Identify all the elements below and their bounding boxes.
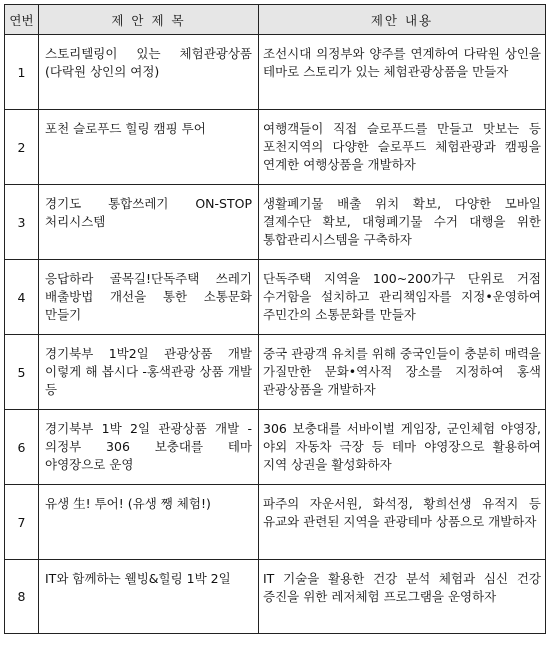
table-row: [5, 335, 546, 410]
row-content-cell: [259, 485, 546, 560]
row-content-cell: [259, 110, 546, 185]
row-title-cell: [39, 485, 259, 560]
row-title: 응답하라 골목길!단독주택 쓰레기 배출방법 개선을 통한 소통문화 만들기: [45, 271, 252, 322]
table-row: [5, 485, 546, 560]
row-number: 5: [5, 335, 39, 410]
row-content: 파주의 자운서원, 화석정, 황희선생 유적지 등 유교와 관련된 지역을 관광테마 상품으로 개발하자: [263, 496, 541, 529]
row-number: 6: [5, 410, 39, 485]
row-content: 조선시대 의정부와 양주를 연계하여 다락원 상인을 테마로 스토리가 있는 체험관광상품을 만들자: [263, 46, 541, 79]
row-title: 유생 生! 투어! (유생 쨍 체험!): [45, 496, 211, 511]
table-row: [5, 260, 546, 335]
row-title: 포천 슬로푸드 힐링 캠핑 투어: [45, 121, 206, 136]
row-number: 3: [5, 185, 39, 260]
proposal-table-wrapper: [4, 4, 546, 634]
row-title: 스토리텔링이 있는 체험관광상품(다락원 상인의 여정): [45, 46, 252, 79]
header-content: 제안 내용: [259, 5, 546, 35]
table-row: [5, 35, 546, 110]
row-content-cell: [259, 335, 546, 410]
row-content-cell: [259, 410, 546, 485]
table-row: [5, 410, 546, 485]
table-row: [5, 110, 546, 185]
row-content: 생활폐기물 배출 위치 확보, 다양한 모바일 결제수단 확보, 대형폐기물 수거 대행을 위한 통합관리시스템을 구축하자: [263, 196, 541, 247]
row-number: 7: [5, 485, 39, 560]
row-content-cell: [259, 35, 546, 110]
row-content: 306 보충대를 서바이벌 게임장, 군인체험 야영장, 야외 자동차 극장 등 테마 야영장으로 활용하여 지역 상권을 활성화하자: [263, 421, 541, 472]
row-content-cell: [259, 185, 546, 260]
row-title: 경기북부 1박2일 관광상품 개발 이렇게 해 봅시다 -홍색관광 상품 개발 등: [45, 346, 252, 397]
row-number: 1: [5, 35, 39, 110]
row-content: 중국 관광객 유치를 위해 중국인들이 충분히 매력을 가질만한 문화•역사적 장소를 지정하여 홍색 관광상품을 개발하자: [263, 346, 541, 397]
row-content: IT 기술을 활용한 건강 분석 체험과 심신 건강 증진을 위한 레저체험 프로그램을 운영하자: [263, 571, 541, 604]
header-row: [5, 5, 546, 35]
row-content: 단독주택 지역을 100~200가구 단위로 거점 수거함을 설치하고 관리책임자를 지정•운영하여 주민간의 소통문화를 만들자: [263, 271, 541, 322]
row-title-cell: [39, 560, 259, 634]
header-number: 연번: [5, 5, 39, 35]
row-title-cell: [39, 410, 259, 485]
row-content: 여행객들이 직접 슬로푸드를 만들고 맛보는 등 포천지역의 다양한 슬로푸드 체험관광과 캠핑을 연계한 여행상품을 개발하자: [263, 121, 541, 172]
row-title: 경기도 통합쓰레기 ON-STOP 처리시스템: [45, 196, 252, 229]
row-title: IT와 함께하는 웰빙&힐링 1박 2일: [45, 571, 231, 586]
proposal-table: [4, 4, 546, 634]
table-row: [5, 185, 546, 260]
row-content-cell: [259, 260, 546, 335]
row-title: 경기북부 1박 2일 관광상품 개발 -의정부 306 보충대를 테마 야영장으로 운영: [45, 421, 252, 472]
row-title-cell: [39, 260, 259, 335]
row-title-cell: [39, 185, 259, 260]
row-number: 2: [5, 110, 39, 185]
table-row: [5, 560, 546, 634]
row-number: 8: [5, 560, 39, 634]
row-title-cell: [39, 35, 259, 110]
row-number: 4: [5, 260, 39, 335]
row-content-cell: [259, 560, 546, 634]
header-title: 제 안 제 목: [39, 5, 259, 35]
row-title-cell: [39, 110, 259, 185]
row-title-cell: [39, 335, 259, 410]
